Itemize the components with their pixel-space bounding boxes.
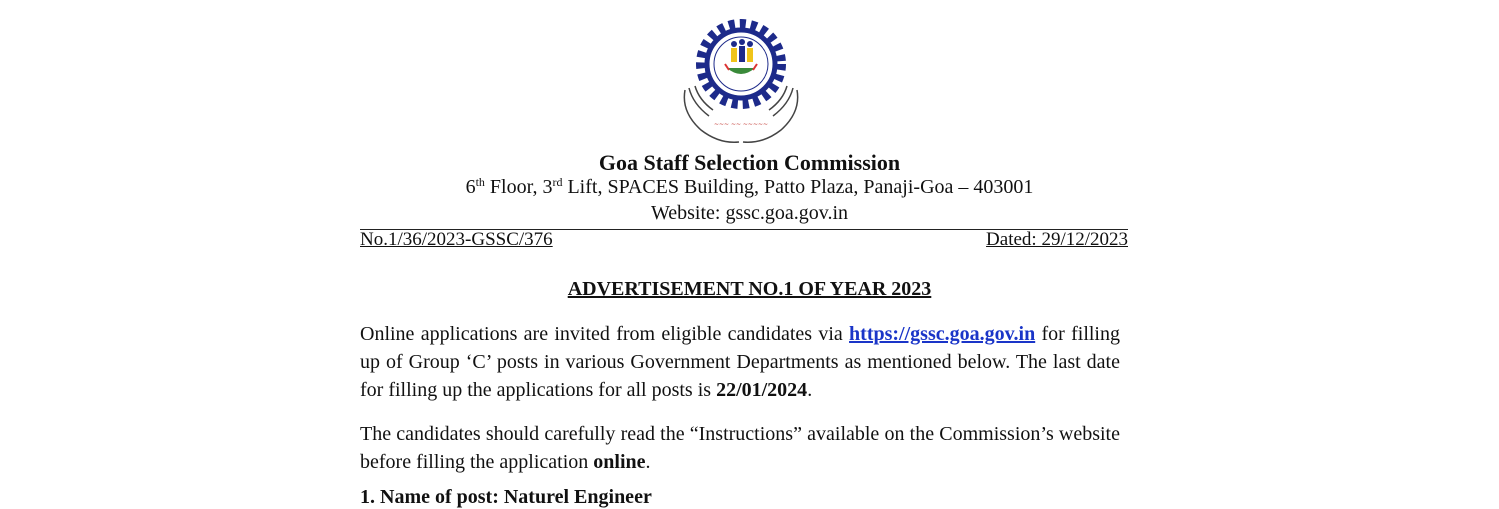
gssc-logo <box>679 12 803 154</box>
intro-text-middle: for filling up of Group ‘C’ posts in various Government Departments as mentioned below. The last date for filling up the applications for all posts is <box>360 323 1120 401</box>
reference-number: No.1/36/2023-GSSC/376 <box>360 229 553 250</box>
organization-name: Goa Staff Selection Commission <box>598 150 901 175</box>
intro-text-end: . <box>807 379 813 401</box>
address-floor-number: 6 <box>465 176 476 198</box>
last-date: 22/01/2024 <box>716 379 808 401</box>
advertisement-title: ADVERTISEMENT NO.1 OF YEAR 2023 <box>567 278 932 300</box>
reference-date: Dated: 29/12/2023 <box>986 229 1128 250</box>
address-lift-number: 3 <box>542 176 553 198</box>
website-line: Website: gssc.goa.gov.in <box>650 202 849 224</box>
svg-text:~~~ ~~ ~~~~~: ~~~ ~~ ~~~~~ <box>713 121 769 128</box>
address-floor-word: Floor, <box>484 176 543 198</box>
address-line <box>0 176 1499 199</box>
intro-text-start: Online applications are invited from eligible candidates via <box>360 323 850 345</box>
instructions-emphasis: online <box>593 451 646 473</box>
gear-icon <box>701 24 781 104</box>
gssc-website-link[interactable]: https://gssc.goa.gov.in <box>849 323 1036 345</box>
address-floor-sup: th <box>475 175 485 189</box>
instructions-paragraph <box>360 420 1120 476</box>
instructions-text-end: . <box>645 451 651 473</box>
hands-icon <box>684 86 797 142</box>
post-heading-truncated: 1. Name of post: Naturel Engineer <box>360 486 652 508</box>
address-lift-sup: rd <box>552 175 563 189</box>
address-rest: Lift, SPACES Building, Patto Plaza, Panaji-Goa – 403001 <box>562 176 1034 198</box>
intro-paragraph <box>360 320 1120 404</box>
instructions-text: The candidates should carefully read the “Instructions” available on the Commission’s website before filling the application <box>360 423 1120 473</box>
